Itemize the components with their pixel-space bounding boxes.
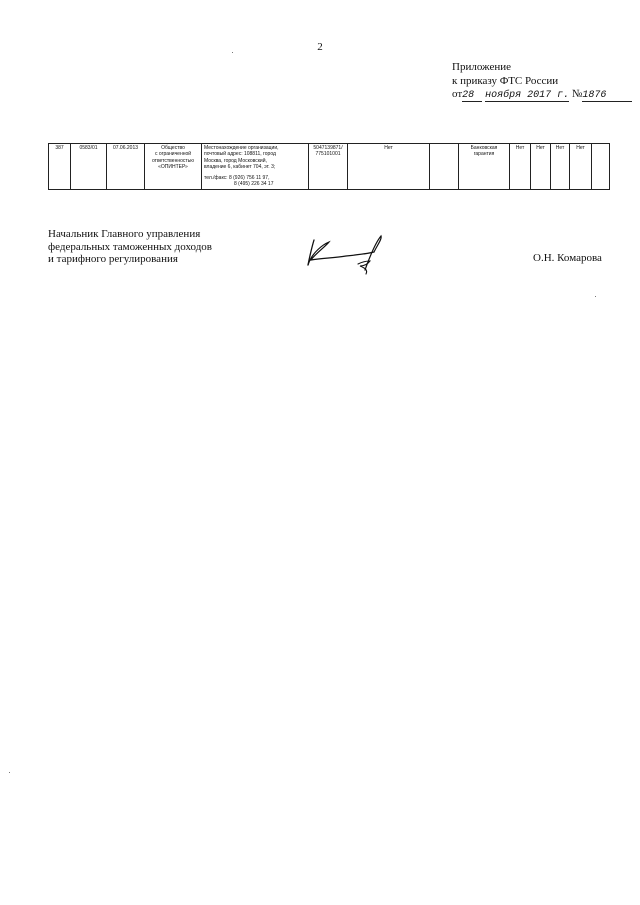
cell-inn-kpp: [309, 144, 348, 190]
handwritten-signature: [302, 230, 392, 280]
appendix-title: Приложение: [452, 61, 512, 73]
position-line: и тарифного регулирования: [48, 253, 178, 265]
cell-date: 07.06.2013: [107, 144, 145, 190]
inn-line: 5047139871/: [313, 145, 343, 151]
org-name-line: ответственностью: [151, 157, 195, 164]
appendix-reference: к приказу ФТС России: [452, 74, 559, 87]
cell-col7: Нет: [348, 144, 430, 190]
date-month-year: ноября 2017 г.: [485, 90, 570, 101]
number-sign: №: [571, 88, 583, 100]
date-day: 28: [462, 90, 482, 102]
cell-seq: 387: [49, 144, 71, 190]
cell-address: [202, 144, 309, 190]
guarantee-line: Банковская: [470, 145, 498, 151]
cell-org-name: [145, 144, 202, 190]
cell-col14: [592, 144, 610, 190]
appendix-header: [452, 61, 632, 102]
address-line: Москва, город Московский,: [204, 157, 267, 164]
registry-table: [48, 143, 610, 190]
position-line: федеральных таможенных доходов: [48, 240, 212, 253]
signatory-name: О.Н. Комарова: [533, 252, 602, 264]
appendix-date-line: [452, 88, 632, 102]
cell-col8: [430, 144, 459, 190]
cell-col10: Нет: [510, 144, 531, 190]
scan-speck: [9, 772, 10, 773]
table-row: [49, 144, 610, 190]
cell-col11: Нет: [531, 144, 551, 190]
scan-speck: [595, 296, 596, 297]
org-name-line: «ОПИНТЕР»: [158, 163, 188, 170]
address-line: почтовый адрес: 108811, город: [204, 151, 276, 158]
cell-reg-no: 0583/01: [71, 144, 107, 190]
kpp-line: 775101001: [315, 151, 341, 158]
address-line: владение 6, кабинет 704, эт. 3;: [204, 163, 276, 170]
page-number: 2: [317, 41, 323, 53]
address-line: Местонахождение организации,: [204, 145, 279, 151]
position-line: Начальник Главного управления: [48, 228, 201, 240]
phone-line-2: 8 (495) 226 34 17: [234, 181, 274, 188]
date-prefix: от: [452, 88, 463, 100]
phone-line: тел./факс: 8 (926) 756 11 97,: [204, 175, 270, 182]
order-number: 1876: [582, 90, 632, 102]
signature-block: [48, 228, 212, 266]
org-name-line: с ограниченной: [154, 151, 192, 158]
scan-speck: [232, 52, 233, 53]
cell-guarantee: [459, 144, 510, 190]
guarantee-line: гарантия: [473, 151, 495, 158]
org-name-line: Общество: [161, 145, 185, 151]
cell-col13: Нет: [570, 144, 592, 190]
cell-col12: Нет: [551, 144, 570, 190]
